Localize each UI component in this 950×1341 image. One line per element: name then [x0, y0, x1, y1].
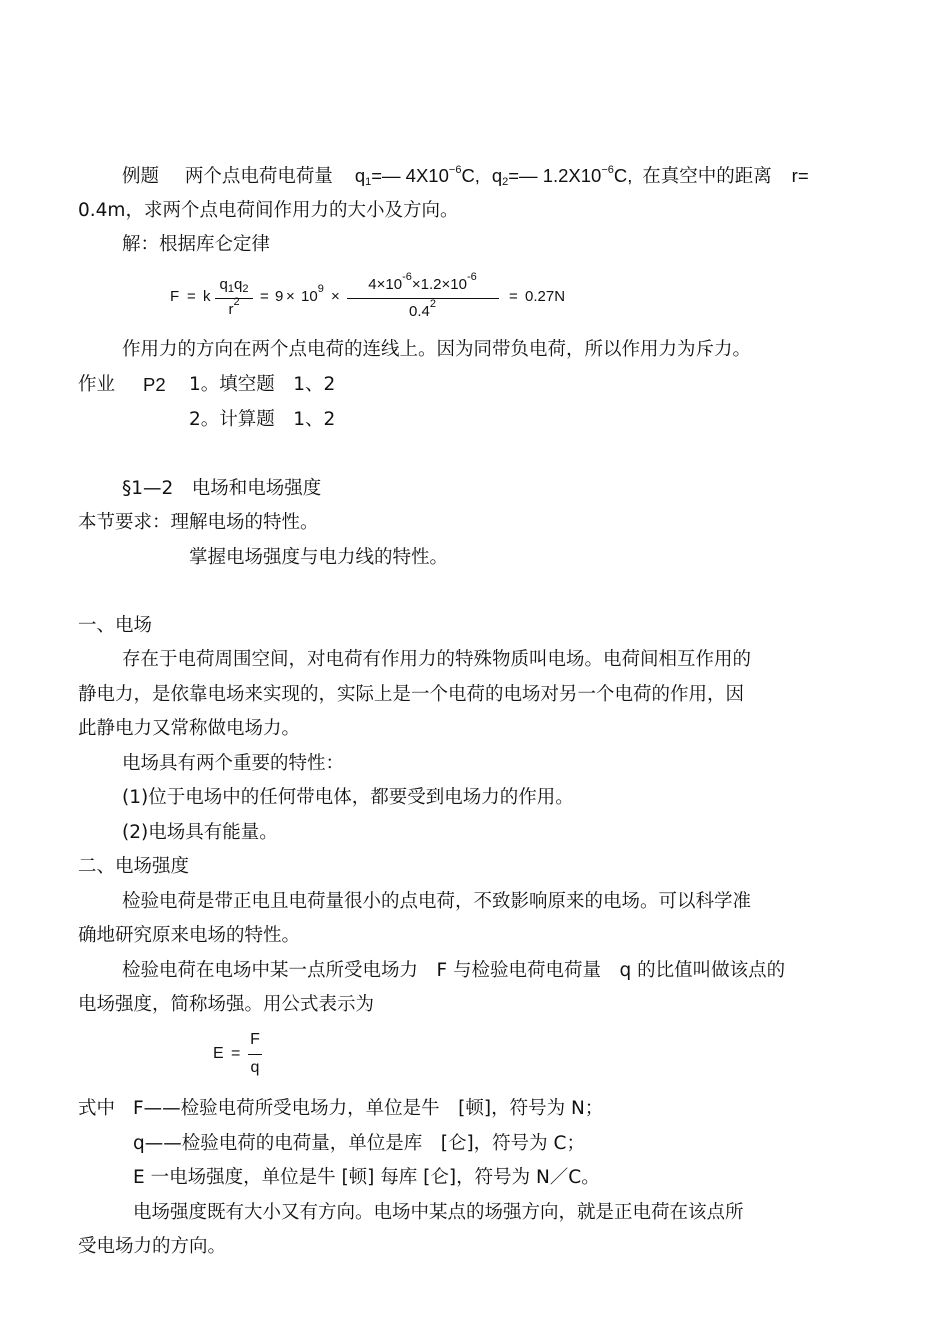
- section-requirement-1: 本节要求：理解电场的特性。: [78, 512, 319, 533]
- formula-eq3: =: [509, 288, 518, 305]
- formula-e-num: F: [250, 1031, 260, 1048]
- formula-e-den: q: [250, 1059, 260, 1076]
- formula-times1: ×: [286, 288, 295, 305]
- part2-paragraph-1-line-1: 检验电荷是带正电且电荷量很小的点电荷，不致影响原来的电场。可以科学准: [122, 891, 752, 912]
- formula-e-fraction-bar: [248, 1054, 262, 1055]
- homework-label: 作业: [78, 374, 116, 395]
- part2-paragraph-3-line-1: 电场强度既有大小又有方向。电场中某点的场强方向，就是正电荷在该点所: [133, 1202, 744, 1223]
- part2-paragraph-1-line-2: 确地研究原来电场的特性。: [78, 925, 301, 946]
- part1-property-1: (1)位于电场中的任何带电体，都要受到电场力的作用。: [122, 787, 574, 808]
- example-label: 例题: [122, 166, 160, 187]
- formula-num1: $q_1q_2$: [219, 276, 249, 295]
- homework-page: P2: [143, 374, 166, 395]
- formula-f: F: [170, 288, 180, 305]
- formula-eq2: =: [260, 288, 269, 305]
- formula-k: k: [203, 288, 211, 305]
- part2-heading: 二、电场强度: [78, 856, 190, 877]
- part1-property-2: (2)电场具有能量。: [122, 822, 278, 843]
- formula-e: E: [213, 1045, 224, 1062]
- formula-fraction-bar-2: [347, 298, 499, 299]
- formula-den2: $0.4^2$: [409, 298, 436, 320]
- formula-result: 0.27N: [525, 288, 566, 305]
- q2-expression: q2=— $1.2X10^{-6}C$,: [491, 164, 633, 188]
- section-heading: §1—2 电场和电场强度: [122, 478, 322, 499]
- formula-den1: $r^2$: [228, 296, 240, 318]
- definition-f: F——检验电荷所受电场力，单位是牛 [顿]，符号为 N；: [133, 1098, 604, 1119]
- formula-num2: $4\times 10^{-6}\times 1.2\times 10^{-6}$: [368, 271, 477, 293]
- section-requirement-2: 掌握电场强度与电力线的特性。: [189, 547, 449, 568]
- formula-nine: 9: [275, 288, 284, 305]
- definitions-label: 式中: [78, 1098, 116, 1119]
- part1-paragraph-2: 电场具有两个重要的特性：: [122, 753, 345, 774]
- part2-paragraph-3-line-2: 受电场力的方向。: [78, 1236, 227, 1257]
- example-line-2: 0.4m，求两个点电荷间作用力的大小及方向。: [78, 200, 459, 221]
- part2-paragraph-2-line-1: 检验电荷在电场中某一点所受电场力 F 与检验电荷电荷量 q 的比值叫做该点的: [122, 960, 786, 981]
- r-label: r=: [791, 165, 809, 186]
- homework-item-1: 1。填空题 1、2: [189, 374, 336, 395]
- part2-paragraph-2-line-2: 电场强度，简称场强。用公式表示为: [78, 994, 375, 1015]
- part1-paragraph-1-line-1: 存在于电荷周围空间，对电荷有作用力的特殊物质叫电场。电荷间相互作用的: [122, 649, 752, 670]
- part1-paragraph-1-line-2: 静电力，是依靠电场来实现的，实际上是一个电荷的电场对另一个电荷的作用，因: [78, 684, 745, 705]
- formula-eq1: =: [187, 288, 196, 305]
- part1-heading: 一、电场: [78, 615, 153, 636]
- formula-times2: ×: [331, 288, 340, 305]
- example-line-1: [122, 164, 809, 191]
- solution-intro: 解：根据库仑定律: [122, 234, 271, 255]
- homework-item-2: 2。计算题 1、2: [189, 409, 336, 430]
- formula-ten9: $10^9$: [301, 283, 324, 305]
- formula-e-eq: =: [231, 1045, 241, 1062]
- q1-expression: q1=— $4X10^{-6}C$,: [354, 164, 480, 188]
- definition-e: E 一电场强度，单位是牛 [顿] 每库 [仑]，符号为 N／C。: [133, 1167, 600, 1188]
- part1-paragraph-1-line-3: 此静电力又常称做电场力。: [78, 718, 301, 739]
- solution-conclusion: 作用力的方向在两个点电荷的连线上。因为同带负电荷，所以作用力为斥力。: [122, 339, 752, 360]
- definition-q: q——检验电荷的电荷量，单位是库 [仑]，符号为 C；: [133, 1133, 585, 1154]
- example-text-a: 两个点电荷电荷量: [184, 166, 333, 187]
- example-text-b: 在真空中的距离: [642, 166, 772, 187]
